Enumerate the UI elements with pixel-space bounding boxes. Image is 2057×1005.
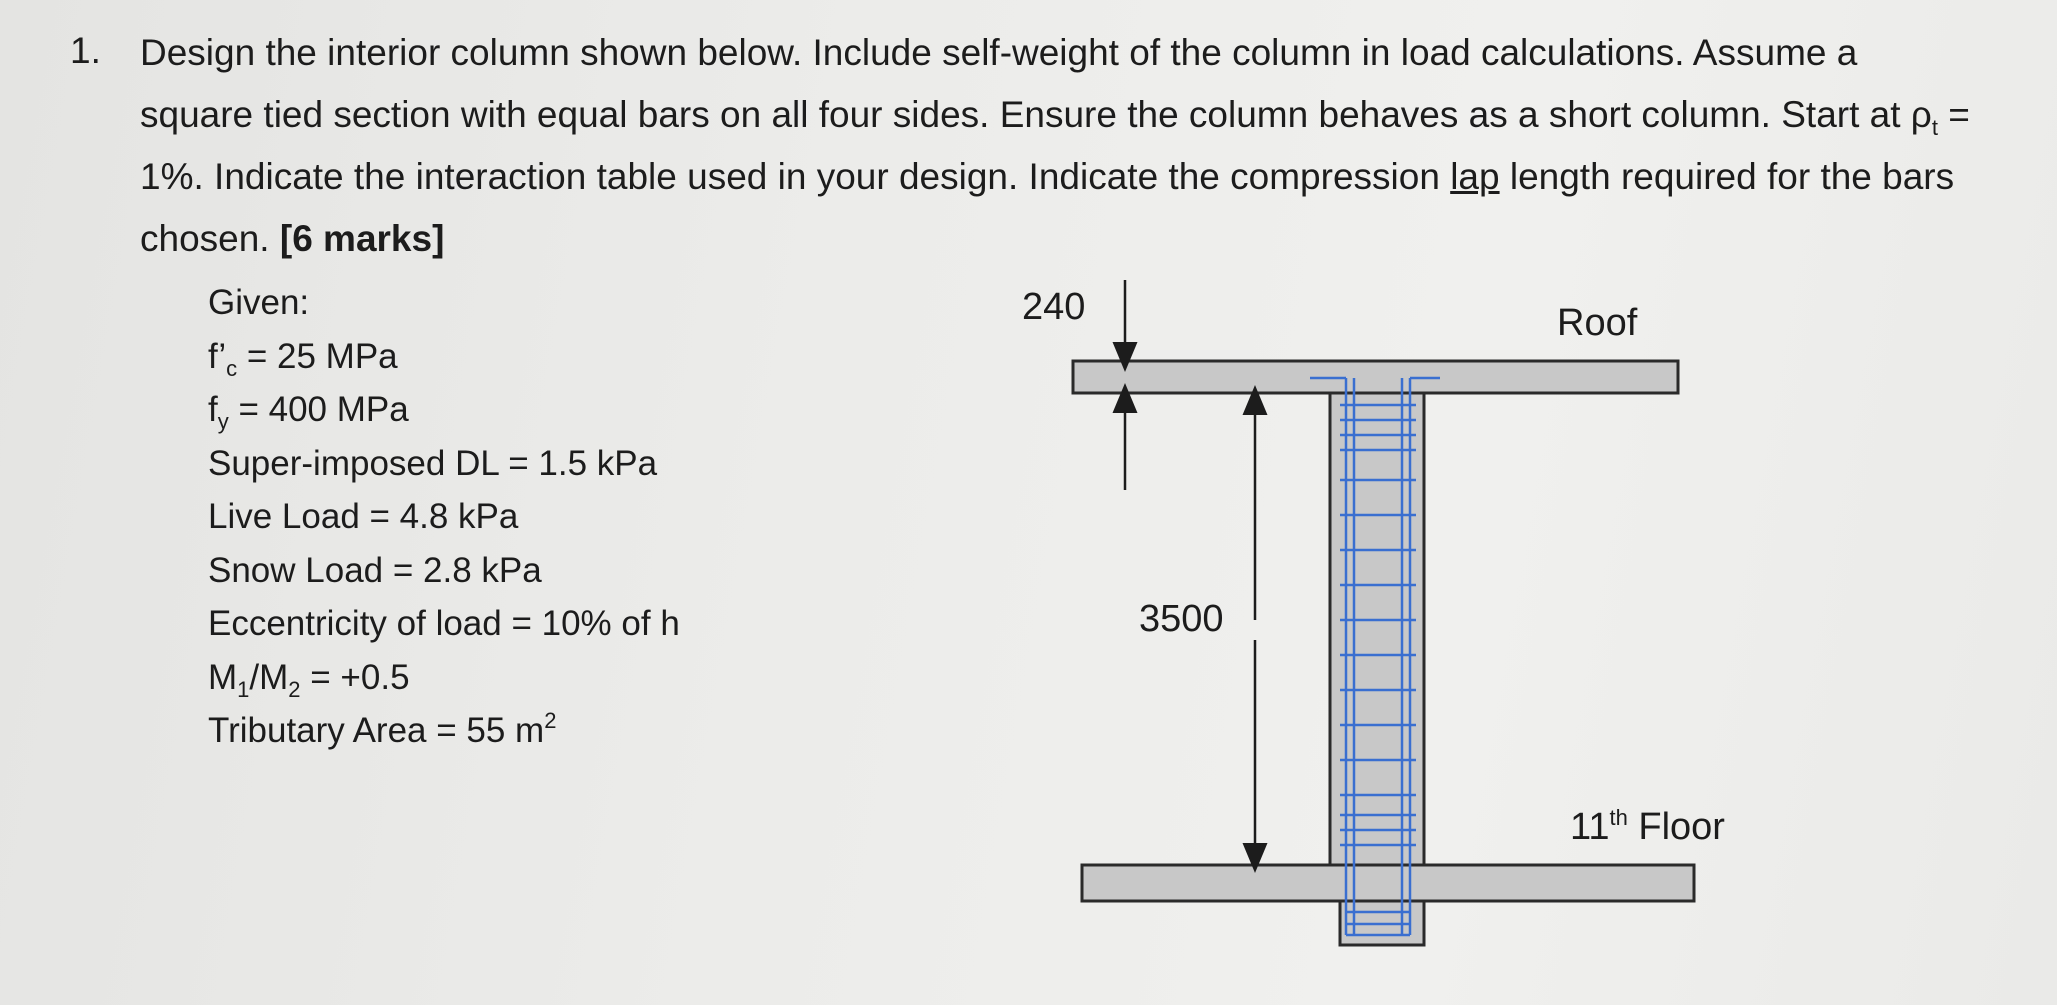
fc-value: = 25 MPa: [237, 336, 398, 376]
fc-prefix: f’: [208, 336, 227, 376]
column-height-label: 3500: [1139, 598, 1224, 640]
floor-word: Floor: [1627, 806, 1725, 848]
floor-slab: [1082, 865, 1694, 901]
tributary-prefix: Tributary Area = 55 m: [208, 711, 545, 750]
m2-letter: /M: [249, 657, 289, 697]
question-text-part3: length required for the bars chosen.: [140, 156, 1955, 259]
fc-subscript: c: [226, 355, 238, 381]
fy-prefix: f: [208, 390, 218, 429]
roof-slab: [1073, 361, 1678, 393]
given-snow-load: Snow Load = 2.8 kPa: [208, 550, 542, 590]
given-superimposed-dl: Super-imposed DL = 1.5 kPa: [208, 443, 658, 483]
m2-subscript: 2: [288, 676, 301, 702]
question-text-part1: Design the interior column shown below. Include self-weight of the column in load calculations. Assume a square tied section with equal bars on all four sides. Ensure the column behaves as a short column. Start at ρ: [140, 32, 1932, 135]
underlined-lap: lap: [1450, 156, 1500, 197]
given-live-load: Live Load = 4.8 kPa: [208, 497, 519, 536]
fy-subscript: y: [217, 409, 229, 434]
tributary-superscript: 2: [544, 708, 557, 733]
floor-number: 11: [1570, 806, 1610, 848]
m1-subscript: 1: [237, 676, 250, 702]
rho-subscript: t: [1931, 115, 1938, 140]
fy-value: = 400 MPa: [228, 390, 409, 429]
given-eccentricity: Eccentricity of load = 10% of h: [208, 604, 680, 643]
marks-label: [6 marks]: [279, 218, 445, 259]
question-text-part2: = 1%. Indicate the interaction table used in your design. Indicate the compression: [140, 94, 1970, 197]
floor-superscript: th: [1609, 805, 1628, 830]
roof-label: Roof: [1557, 302, 1638, 344]
m-ratio-value: = +0.5: [300, 657, 410, 697]
floor-label: [1570, 806, 1725, 849]
m1-letter: M: [208, 657, 238, 697]
slab-thickness-label: 240: [1022, 286, 1086, 328]
given-heading: Given:: [208, 283, 310, 322]
question-number: 1.: [70, 30, 101, 71]
